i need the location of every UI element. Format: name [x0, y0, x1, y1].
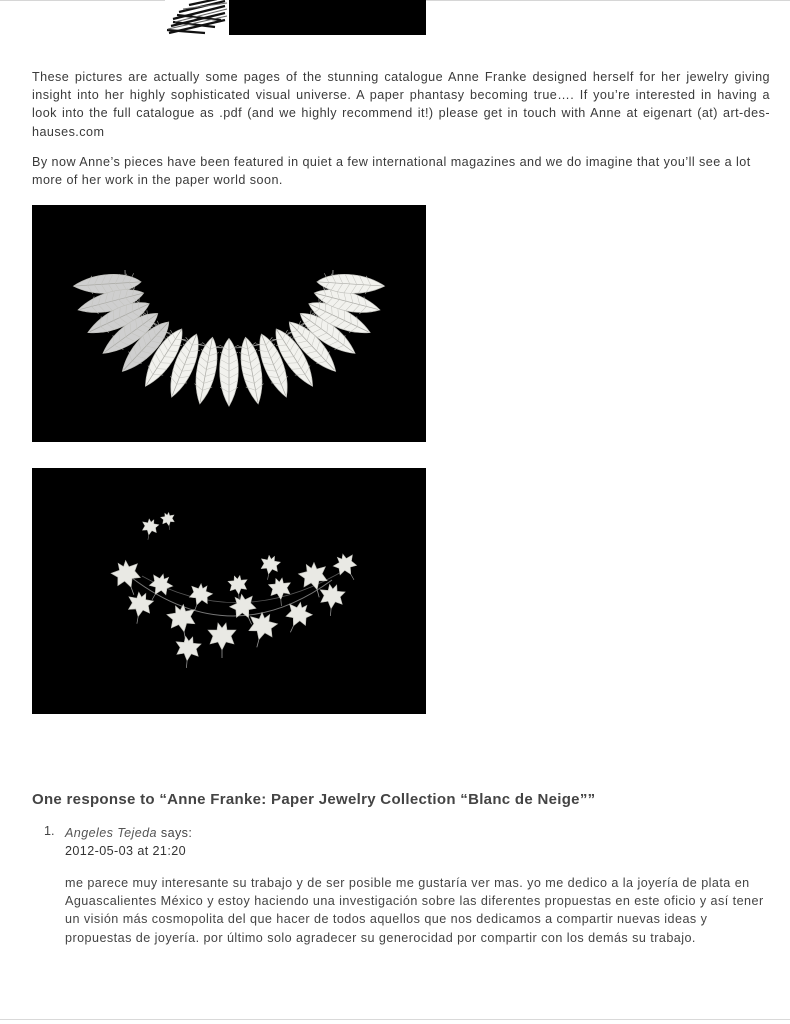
comment-body [65, 824, 765, 947]
sketch-pattern-icon [165, 0, 426, 35]
article-paragraph-intro: These pictures are actually some pages of the stunning catalogue Anne Franke designed herself for her jewelry giving insight into her highly sophisticated visual universe. A paper phantasy becoming true…. If you’re interested in having a look into the full catalogue as .pdf (and we highly recommend it!) please get in touch with Anne at eigenart (at) art-des-hauses.com [32, 70, 770, 139]
leaf-necklace-icon [32, 468, 426, 714]
comment-author-line [65, 824, 765, 842]
article-paragraph-features: By now Anne’s pieces have been featured in quiet a few international magazines and we do imagine that you’ll see a lot more of her work in the paper world soon. [32, 154, 751, 188]
comment-date-link[interactable]: 2012-05-03 at 21:20 [65, 844, 187, 858]
comment-text: me parece muy interesante su trabajo y de ser posible me gustaría ver mas. yo me dedico a la joyería de plata en Aguascalientes México y estoy haciendo una investigación sobre las diferentes propuestas en este oficio y así tener un visión más cosmopolita del que hacer de todos aquellos que nos dedicamos a compartir nuevas ideas y propuestas de joyería. por último solo agradecer su generocidad por compartir con los demás su trabajo. [65, 876, 764, 945]
comment-says-label: says: [160, 826, 193, 840]
comments-heading: One response to “Anne Franke: Paper Jewelry Collection “Blanc de Neige”” [32, 791, 596, 808]
article-body [32, 68, 770, 201]
comment-number: 1. [44, 824, 55, 838]
previous-catalogue-image [165, 0, 426, 35]
feather-necklace-icon [32, 205, 426, 442]
leaf-necklace-photo [32, 468, 426, 714]
feather-necklace-photo [32, 205, 426, 442]
comment-author[interactable]: Angeles Tejeda [65, 826, 157, 840]
bottom-divider [0, 1019, 790, 1020]
